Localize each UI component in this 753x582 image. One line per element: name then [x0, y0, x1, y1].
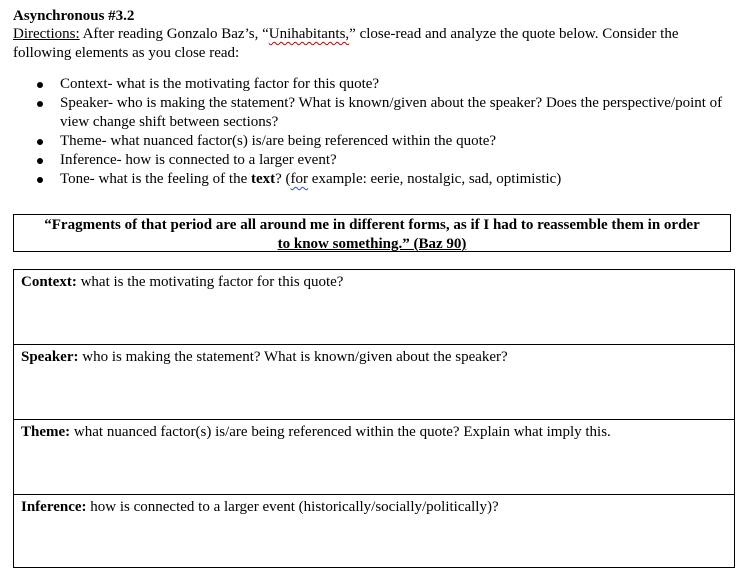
theme-cell[interactable] [14, 420, 735, 495]
directions-paragraph [13, 25, 735, 63]
row-prompt: how is connected to a larger event (historically/socially/politically)? [86, 499, 499, 515]
table-row [14, 345, 735, 420]
row-label: Speaker: [21, 349, 79, 365]
list-item [13, 170, 735, 189]
quote-box [13, 214, 731, 252]
assignment-title: Asynchronous #3.2 [13, 8, 135, 24]
list-item [13, 151, 735, 170]
row-prompt: what nuanced factor(s) is/are being referenced within the quote? Explain what imply this. [70, 424, 611, 440]
row-prompt: who is making the statement? What is known/given about the speaker? [78, 349, 508, 365]
directions-text-part1: After reading Gonzalo Baz’s, “ [79, 26, 269, 42]
tone-wavy-word: for [290, 171, 309, 187]
table-row [14, 420, 735, 495]
list-item [13, 132, 735, 151]
list-item [13, 75, 735, 94]
row-label: Theme: [21, 424, 71, 440]
row-label: Inference: [21, 499, 87, 515]
story-title: Unihabitants, [268, 26, 350, 42]
bullet-icon [37, 158, 43, 164]
quote-line-1: “Fragments of that period are all around me in different forms, as if I had to reassemble them in order [44, 217, 700, 233]
row-prompt: what is the motivating factor for this quote? [76, 274, 344, 290]
row-label: Context: [21, 274, 77, 290]
quote-line-2: to know something.” (Baz 90) [277, 236, 467, 252]
tone-bold-word: text [250, 171, 276, 187]
bullet-icon [37, 101, 43, 107]
list-item-text: Theme- what nuanced factor(s) is/are being referenced within the quote? [60, 133, 497, 149]
speaker-cell[interactable] [14, 345, 735, 420]
document-page [13, 7, 735, 515]
list-item-text: Context- what is the motivating factor for this quote? [60, 76, 380, 92]
tone-post: example: eerie, nostalgic, sad, optimistic) [308, 171, 562, 187]
bullet-icon [37, 82, 43, 88]
list-item [13, 94, 735, 132]
directions-text-part2: ” close-read and analyze the quote below. Consider the following elements as you close read: [13, 26, 679, 61]
list-item-text: Speaker- who is making the statement? What is known/given about the speaker? Does the perspective/point of view change shift between sections? [60, 95, 723, 130]
bullet-icon [37, 139, 43, 145]
table-row [14, 270, 735, 345]
table-row [14, 495, 735, 568]
inference-cell[interactable] [14, 495, 735, 568]
list-item-text: Inference- how is connected to a larger event? [60, 152, 337, 168]
analysis-table [13, 269, 735, 568]
close-read-elements-list [13, 75, 735, 189]
directions-label: Directions: [13, 26, 80, 42]
bullet-icon [37, 177, 43, 183]
context-cell[interactable] [14, 270, 735, 345]
tone-mid: ? ( [275, 171, 291, 187]
tone-pre: Tone- what is the feeling of the [60, 171, 251, 187]
